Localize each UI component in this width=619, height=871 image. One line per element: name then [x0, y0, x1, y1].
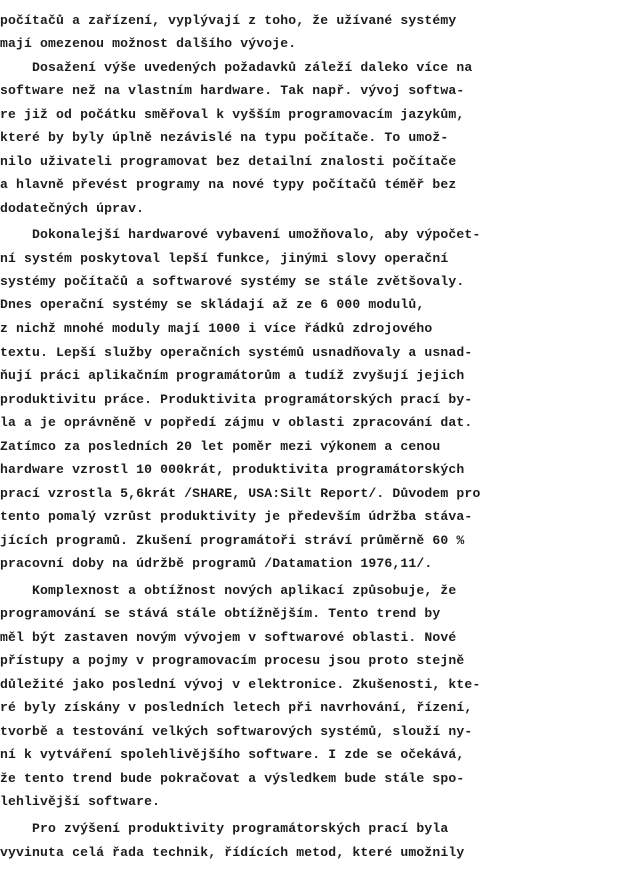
text-line-32: ní k vytváření spolehlivějšího software. I zde se očekává, [0, 747, 465, 762]
text-line-7: nilo uživateli programovat bez detailní znalosti počítače [0, 154, 457, 169]
text-line-22: tento pomalý vzrůst produktivity je především údržba stáva- [0, 509, 473, 524]
text-line-9: dodatečných úprav. [0, 201, 145, 216]
text-line-1: počítačů a zařízení, vyplývají z toho, že užívané systémy [0, 13, 457, 28]
text-line-10: Dokonalejší hardwarové vybavení umožňovalo, aby výpočet- [0, 227, 481, 242]
text-line-34: lehlivější software. [0, 794, 161, 809]
text-line-24: pracovní doby na údržbě programů /Datamation 1976,11/. [0, 556, 433, 571]
text-line-28: přístupy a pojmy v programovacím procesu jsou proto stejně [0, 653, 465, 668]
text-line-11: ní systém poskytoval lepší funkce, jinými slovy operační [0, 251, 449, 266]
text-line-19: Zatímco za posledních 20 let poměr mezi výkonem a cenou [0, 439, 441, 454]
text-line-27: měl být zastaven novým vývojem v softwarové oblasti. Nové [0, 630, 457, 645]
text-line-13: Dnes operační systémy se skládají až ze 6 000 modulů, [0, 297, 425, 312]
text-line-25: Komplexnost a obtížnost nových aplikací způsobuje, že [0, 583, 457, 598]
text-line-20: hardware vzrostl 10 000krát, produktivita programátorských [0, 462, 465, 477]
text-line-17: produktivitu práce. Produktivita programátorských prací by- [0, 392, 473, 407]
text-line-33: že tento trend bude pokračovat a výsledkem bude stále spo- [0, 771, 465, 786]
text-line-8: a hlavně převést programy na nové typy počítačů téměř bez [0, 177, 457, 192]
text-line-30: ré byly získány v posledních letech při navrhování, řízení, [0, 700, 473, 715]
text-line-4: software než na vlastním hardware. Tak např. vývoj softwa- [0, 83, 465, 98]
text-line-29: důležité jako poslední vývoj v elektronice. Zkušenosti, kte- [0, 677, 481, 692]
text-line-26: programování se stává stále obtížnějším. Tento trend by [0, 606, 441, 621]
text-line-3: Dosažení výše uvedených požadavků záleží daleko více na [0, 60, 473, 75]
text-line-35: Pro zvýšení produktivity programátorských prací byla [0, 821, 449, 836]
text-line-21: prací vzrostla 5,6krát /SHARE, USA:Silt Report/. Důvodem pro [0, 486, 481, 501]
text-line-12: systémy počítačů a softwarové systémy se stále zvětšovaly. [0, 274, 465, 289]
text-line-18: la a je oprávněně v popředí zájmu v oblasti zpracování dat. [0, 415, 473, 430]
text-line-15: textu. Lepší služby operačních systémů usnadňovaly a usnad- [0, 345, 473, 360]
text-line-23: jících programů. Zkušení programátoři stráví průměrně 60 % [0, 533, 465, 548]
text-line-6: které by byly úplně nezávislé na typu počítače. To umož- [0, 130, 449, 145]
text-line-14: z nichž mnohé moduly mají 1000 i více řádků zdrojového [0, 321, 433, 336]
text-line-2: mají omezenou možnost dalšího vývoje. [0, 36, 297, 51]
text-line-31: tvorbě a testování velkých softwarových systémů, slouží ny- [0, 724, 473, 739]
text-line-5: re již od počátku směřoval k vyšším programovacím jazykům, [0, 107, 465, 122]
text-line-16: ňují práci aplikačním programátorům a tudíž zvyšují jejich [0, 368, 465, 383]
text-line-36: vyvinuta celá řada technik, řídících metod, které umožnily [0, 845, 465, 860]
